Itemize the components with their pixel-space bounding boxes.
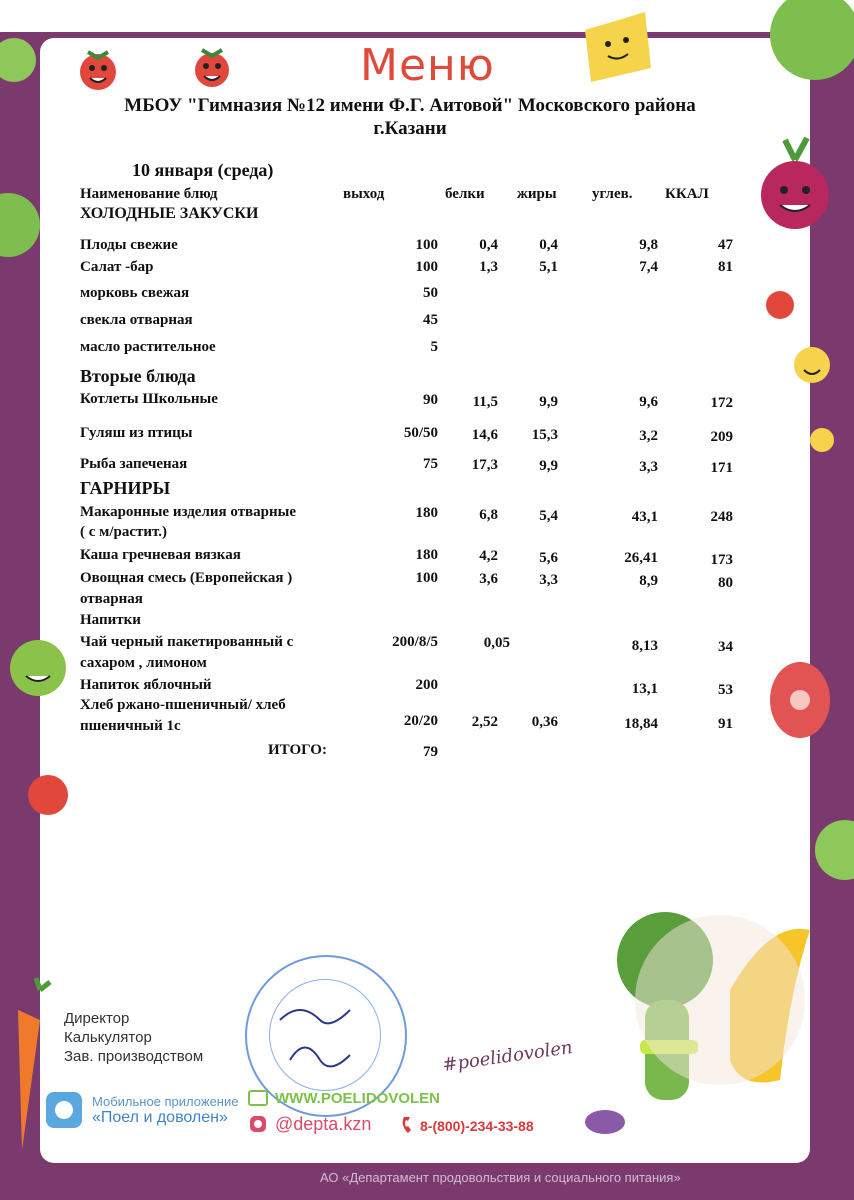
row-name: морковь свежая [80, 285, 190, 301]
row-name-continued: пшеничный 1с [80, 718, 181, 734]
row-name: Салат -бар [80, 259, 154, 275]
row-output: 200 [415, 677, 438, 693]
row-carbs: 13,1 [631, 681, 658, 697]
row-carbs: 26,41 [624, 550, 658, 566]
column-header-name: Наименование блюд [80, 186, 218, 202]
total-value: 79 [423, 744, 438, 760]
hashtag: #poelidovolen [441, 1036, 574, 1077]
row-kcal: 173 [710, 552, 733, 568]
total-label: ИТОГО: [268, 742, 327, 758]
row-output: 180 [415, 547, 438, 563]
row-carbs: 3,2 [639, 428, 658, 444]
tomato-character-icon [80, 52, 116, 90]
row-kcal: 47 [718, 237, 733, 253]
app-label: Мобильное приложение [92, 1094, 239, 1109]
row-protein: 11,5 [472, 394, 498, 410]
row-output: 180 [415, 505, 438, 521]
row-fat: 9,9 [539, 458, 558, 474]
row-protein: 3,6 [479, 571, 498, 587]
row-carbs: 7,4 [639, 259, 658, 275]
row-name: Чай черный пакетированный с [80, 634, 294, 650]
signature-production-head: Зав. производством [64, 1048, 204, 1065]
row-carbs: 8,9 [639, 573, 658, 589]
row-output: 100 [415, 259, 438, 275]
row-fat: 3,3 [539, 572, 558, 588]
app-icon [44, 1090, 84, 1130]
row-carbs: 9,8 [639, 237, 658, 253]
row-protein: 1,3 [479, 259, 498, 275]
row-fat: 0,4 [539, 237, 558, 253]
row-output: 200/8/5 [392, 634, 438, 650]
row-name: Каша гречневая вязкая [80, 547, 241, 563]
column-header-fat: жиры [517, 186, 557, 202]
row-carbs: 18,84 [624, 716, 658, 732]
row-kcal: 209 [710, 429, 733, 445]
row-name-continued: отварная [80, 591, 143, 607]
instagram-link[interactable]: @depta.kzn [275, 1114, 372, 1134]
cloud-circle-icon [635, 915, 805, 1085]
instagram-icon [248, 1114, 268, 1134]
row-output: 100 [415, 237, 438, 253]
web-icon [248, 1088, 268, 1108]
row-name: Котлеты Школьные [80, 391, 218, 407]
row-kcal: 81 [718, 259, 733, 275]
row-kcal: 91 [718, 716, 733, 732]
row-fat: 5,1 [539, 259, 558, 275]
website-link[interactable]: WWW.POELIDOVOLEN [275, 1090, 440, 1107]
row-output: 50/50 [403, 425, 438, 441]
menu-title: Меню [360, 40, 495, 91]
meat-character-icon [770, 662, 830, 738]
row-carbs: 8,13 [631, 638, 658, 654]
row-name: Гуляш из птицы [80, 425, 193, 441]
phone-number[interactable]: 8-(800)-234-33-88 [420, 1118, 534, 1134]
column-header-carbs: углев. [592, 186, 633, 202]
row-kcal: 172 [710, 395, 733, 411]
tomato-character-icon [28, 775, 68, 815]
section-drinks: Напитки [80, 612, 141, 628]
smiley-icon [810, 428, 834, 452]
row-protein: 0,4 [479, 237, 498, 253]
tomato-character-icon [766, 291, 794, 319]
column-header-protein: белки [445, 186, 485, 202]
row-output: 5 [430, 339, 438, 355]
row-protein: 17,3 [471, 457, 498, 473]
smiley-icon [794, 347, 830, 383]
row-fat: 5,6 [539, 550, 558, 566]
row-name: Макаронные изделия отварные [80, 504, 297, 520]
row-carbs: 9,6 [639, 394, 658, 410]
signature-director: Директор [64, 1010, 130, 1027]
row-output: 20/20 [403, 713, 438, 729]
row-name: Овощная смесь (Европейская ) [80, 570, 293, 586]
cheese-character-icon [585, 12, 651, 82]
row-name: Плоды свежие [80, 237, 178, 253]
school-name: МБОУ "Гимназия №12 имени Ф.Г. Аитовой" Московского района г.Казани [124, 95, 696, 139]
row-kcal: 171 [710, 460, 733, 476]
beet-character-icon [761, 138, 829, 229]
row-protein: 14,6 [471, 427, 498, 443]
row-name: свекла отварная [80, 312, 193, 328]
section-cold: ХОЛОДНЫЕ ЗАКУСКИ [80, 205, 259, 222]
row-kcal: 53 [718, 682, 733, 698]
row-name: Хлеб ржано-пшеничный/ хлеб [80, 697, 286, 713]
section-second: Вторые блюда [80, 366, 196, 386]
tomato-character-icon [195, 50, 229, 87]
candy-icon [585, 1110, 625, 1134]
row-output: 75 [423, 456, 438, 472]
row-fat: 15,3 [531, 427, 558, 443]
column-header-output: выход [343, 186, 385, 202]
row-output: 45 [423, 312, 438, 328]
row-kcal: 80 [718, 575, 733, 591]
row-fat: 9,9 [539, 394, 558, 410]
row-carbs: 3,3 [639, 459, 658, 475]
row-output: 50 [423, 285, 438, 301]
row-fat: 5,4 [539, 508, 558, 524]
row-protein: 4,2 [479, 548, 498, 564]
row-name: масло растительное [80, 339, 216, 355]
menu-date: 10 января (среда) [132, 160, 274, 180]
signature-calculator: Калькулятор [64, 1029, 152, 1046]
row-carbs: 43,1 [631, 509, 658, 525]
row-name: Рыба запеченая [80, 456, 188, 472]
row-protein: 0,05 [483, 635, 510, 651]
row-name-continued: сахаром , лимоном [80, 655, 207, 671]
row-output: 100 [415, 570, 438, 586]
app-name: «Поел и доволен» [92, 1109, 228, 1126]
row-fat: 0,36 [531, 714, 558, 730]
phone-icon [400, 1114, 418, 1136]
row-name: Напиток яблочный [80, 677, 212, 693]
column-header-kcal: ККАЛ [665, 186, 709, 202]
row-name-continued: ( с м/растит.) [80, 524, 168, 540]
row-protein: 6,8 [479, 507, 498, 523]
row-output: 90 [423, 392, 438, 408]
apple-character-icon [10, 640, 66, 696]
signature-icon [270, 990, 380, 1080]
section-garnish: ГАРНИРЫ [80, 478, 171, 498]
row-protein: 2,52 [471, 714, 498, 730]
row-kcal: 34 [718, 639, 733, 655]
footer-organization: АО «Департамент продовольствия и социального питания» [320, 1170, 681, 1185]
row-kcal: 248 [710, 509, 733, 525]
